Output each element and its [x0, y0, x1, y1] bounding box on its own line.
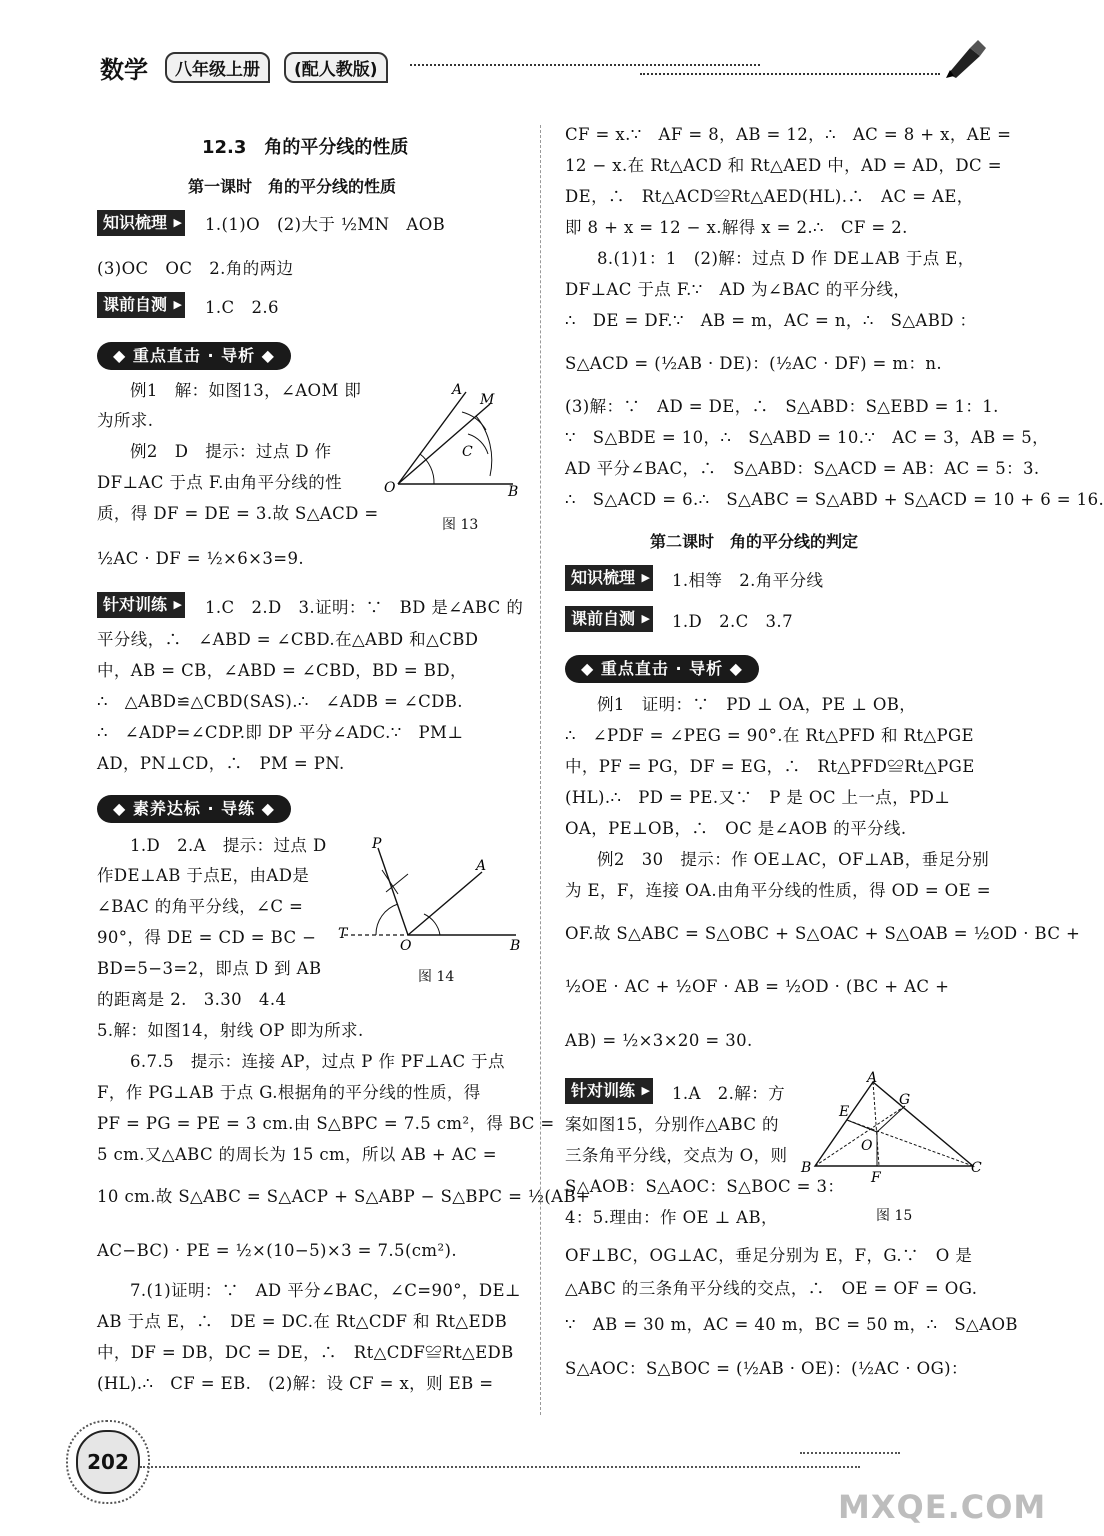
text-line: 1.C 2.D 3.证明：∵ BD 是∠ABC 的: [205, 598, 524, 617]
text-line: 10 cm.故 S△ABC = S△ACP + S△ABP − S△BPC = ½(AB+: [97, 1187, 591, 1206]
text-line: AD 平分∠BAC，∴ S△ABD：S△ACD = AB：AC = 5：3.: [565, 459, 1040, 478]
fig14-label-A: A: [476, 858, 487, 874]
text-line: OA，PE⊥OB，∴ OC 是∠AOB 的平分线.: [565, 819, 907, 838]
fig13-caption: 图 13: [442, 517, 479, 533]
text-line: 的距离是 2. 3.30 4.4: [97, 990, 287, 1009]
fig15-label-E: E: [839, 1104, 850, 1120]
figure-15: [795, 1070, 990, 1190]
text-line: ∵ S△BDE = 10，∴ S△ABD = 10.∵ AC = 3，AB = 5，: [565, 428, 1050, 447]
fig15-label-O: O: [861, 1138, 873, 1154]
grade-label: 八年级上册: [165, 52, 270, 83]
footer-dotted-rule-2: [800, 1452, 900, 1454]
text-line: 即 8 + x = 12 − x.解得 x = 2.∴ CF = 2.: [565, 218, 908, 237]
text-line: AB) = ½×3×20 = 30.: [565, 1031, 753, 1050]
text-line: 12 − x.在 Rt△ACD 和 Rt△AED 中，AD = AD，DC =: [565, 156, 1002, 175]
text-line: AD，PN⊥CD，∴ PM = PN.: [97, 754, 345, 773]
text-line: AB 于点 E，∴ DE = DC.在 Rt△CDF 和 Rt△EDB: [97, 1312, 508, 1331]
text-line: 1.A 2.解：方: [672, 1084, 786, 1103]
lesson-title-2: 第二课时 角的平分线的判定: [650, 532, 859, 551]
text-line: 90°，得 DE = CD = BC −: [97, 928, 317, 947]
text-line: 5.解：如图14，射线 OP 即为所求.: [97, 1021, 364, 1040]
text-line: OF⊥BC，OG⊥AC，垂足分别为 E，F，G.∵ O 是: [565, 1246, 973, 1265]
fig13-label-B: B: [508, 484, 519, 500]
text-line: 三条角平分线，交点为 O，则: [565, 1146, 788, 1165]
page-number: 202: [76, 1430, 140, 1494]
figure-13: [378, 378, 528, 498]
fig15-label-A: A: [867, 1070, 878, 1086]
text-line: S△ACD = (½AB · DE)：(½AC · DF) = m：n.: [565, 354, 943, 373]
text-line: 4：5.理由：作 OE ⊥ AB，: [565, 1208, 778, 1227]
fig13-label-O: O: [384, 480, 396, 496]
fig15-label-B: B: [801, 1160, 812, 1176]
text-line: 作DE⊥AB 于点E，由AD是: [97, 866, 310, 885]
fig14-label-O: O: [400, 938, 412, 954]
text-line: 中，AB = CB，∠ABD = ∠CBD，BD = BD，: [97, 661, 467, 680]
text-line: 1.D 2.A 提示：过点 D: [130, 836, 327, 855]
text-line: 1.D 2.C 3.7: [672, 612, 793, 631]
lesson-title-1: 第一课时 角的平分线的性质: [188, 177, 397, 196]
text-line: 1.(1)O (2)大于 ½MN AOB: [205, 215, 446, 234]
text-line: AC−BC) · PE = ½×(10−5)×3 = 7.5(cm²).: [97, 1241, 457, 1260]
subject-title: 数学: [100, 56, 148, 84]
text-line: CF = x.∵ AF = 8，AB = 12，∴ AC = 8 + x，AE =: [565, 125, 1012, 144]
text-line: 例1 证明：∵ PD ⊥ OA，PE ⊥ OB，: [597, 695, 917, 714]
pill-zhongdian-1: ◆ 重点直击 · 导析 ◆: [97, 342, 291, 370]
text-line: 案如图15，分别作△ABC 的: [565, 1115, 779, 1134]
text-line: (HL).∴ PD = PE.又∵ P 是 OC 上一点，PD⊥: [565, 788, 951, 807]
header-dotted-rule: [410, 64, 760, 66]
text-line: DF⊥AC 于点 F.∵ AD 为∠BAC 的平分线，: [565, 280, 911, 299]
text-line: S△AOC：S△BOC = (½AB · OE)：(½AC · OG)：: [565, 1359, 968, 1378]
text-line: ∴ S△ACD = 6.∴ S△ABC = S△ABD + S△ACD = 10 + 6 = 16.: [565, 490, 1104, 509]
fig15-label-F: F: [871, 1170, 881, 1186]
tag-zhendui-2: 针对训练 ▶: [565, 1078, 653, 1104]
text-line: BD=5−3=2，即点 D 到 AB: [97, 959, 322, 978]
fig14-label-B: B: [510, 938, 521, 954]
tag-zhendui-1: 针对训练 ▶: [97, 592, 185, 618]
figure-14: [336, 834, 526, 954]
tag-zhishi-1: 知识梳理 ▶: [97, 210, 185, 236]
tag-kqzc-2: 课前自测 ▶: [565, 606, 653, 632]
text-line: ½AC · DF = ½×6×3=9.: [97, 549, 305, 568]
watermark: MXQE.COM: [838, 1488, 1047, 1526]
text-line: PF = PG = PE = 3 cm.由 S△BPC = 7.5 cm²，得 BC =: [97, 1114, 555, 1133]
text-line: 8.(1)1：1 (2)解：过点 D 作 DE⊥AB 于点 E，: [597, 249, 975, 268]
text-line: △ABC 的三条角平分线的交点，∴ OE = OF = OG.: [565, 1279, 978, 1298]
fig13-label-A: A: [452, 382, 463, 398]
text-line: ½OE · AC + ½OF · AB = ½OD · (BC + AC +: [565, 977, 950, 996]
text-line: DF⊥AC 于点 F.由角平分线的性: [97, 473, 343, 492]
fig15-caption: 图 15: [876, 1208, 913, 1224]
text-line: ∴ DE = DF.∵ AB = m，AC = n，∴ S△ABD ：: [565, 311, 977, 330]
text-line: ∴ ∠PDF = ∠PEG = 90°.在 Rt△PFD 和 Rt△PGE: [565, 726, 975, 745]
fig14-caption: 图 14: [418, 969, 455, 985]
pill-zhongdian-2: ◆ 重点直击 · 导析 ◆: [565, 655, 759, 683]
fig15-label-C: C: [971, 1160, 982, 1176]
text-line: ∴ △ABD≌△CBD(SAS).∴ ∠ADB = ∠CDB.: [97, 692, 463, 711]
text-line: 平分线，∴ ∠ABD = ∠CBD.在△ABD 和△CBD: [97, 630, 479, 649]
text-line: DE，∴ Rt△ACD≌Rt△AED(HL).∴ AC = AE，: [565, 187, 974, 206]
text-line: F，作 PG⊥AB 于点 G.根据角的平分线的性质，得: [97, 1083, 481, 1102]
tag-kqzc-1: 课前自测 ▶: [97, 292, 185, 318]
text-line: ∴ ∠ADP=∠CDP.即 DP 平分∠ADC.∵ PM⊥: [97, 723, 464, 742]
text-line: 例1 解：如图13，∠AOM 即: [130, 381, 362, 400]
text-line: 中，PF = PG，DF = EG，∴ Rt△PFD≌Rt△PGE: [565, 757, 975, 776]
footer-dotted-rule: [140, 1466, 860, 1468]
fig14-label-T: T: [338, 926, 348, 942]
text-line: 1.C 2.6: [205, 298, 279, 317]
pen-icon: [940, 36, 988, 80]
fig13-label-C: C: [462, 444, 473, 460]
fig14-label-P: P: [372, 836, 382, 852]
text-line: (3)解：∵ AD = DE，∴ S△ABD：S△EBD = 1：1.: [565, 397, 999, 416]
text-line: ∵ AB = 30 m，AC = 40 m，BC = 50 m，∴ S△AOB: [565, 1315, 1018, 1334]
text-line: OF.故 S△ABC = S△OBC + S△OAC + S△OAB = ½OD · BC +: [565, 924, 1081, 943]
column-divider: [540, 125, 541, 1415]
text-line: 质，得 DF = DE = 3.故 S△ACD =: [97, 504, 379, 523]
text-line: S△AOB：S△AOC：S△BOC = 3：: [565, 1177, 845, 1196]
text-line: (HL).∴ CF = EB. (2)解：设 CF = x，则 EB =: [97, 1374, 494, 1393]
text-line: 例2 D 提示：过点 D 作: [130, 442, 332, 461]
text-line: 为所求.: [97, 411, 154, 430]
text-line: 7.(1)证明：∵ AD 平分∠BAC，∠C=90°，DE⊥: [130, 1281, 521, 1300]
header-dotted-rule-2: [640, 73, 940, 75]
pill-suyang: ◆ 素养达标 · 导练 ◆: [97, 795, 291, 823]
fig13-label-M: M: [480, 392, 495, 408]
text-line: 5 cm.又△ABC 的周长为 15 cm，所以 AB + AC =: [97, 1145, 497, 1164]
text-line: (3)OC OC 2.角的两边: [97, 259, 294, 278]
text-line: 中，DF = DB，DC = DE，∴ Rt△CDF≌Rt△EDB: [97, 1343, 514, 1362]
section-title: 12.3 角的平分线的性质: [202, 137, 409, 158]
text-line: 例2 30 提示：作 OE⊥AC，OF⊥AB，垂足分别: [597, 850, 990, 869]
fig15-label-G: G: [899, 1092, 911, 1108]
text-line: 为 E，F，连接 OA.由角平分线的性质，得 OD = OE =: [565, 881, 991, 900]
text-line: ∠BAC 的角平分线，∠C =: [97, 897, 304, 916]
tag-zhishi-2: 知识梳理 ▶: [565, 565, 653, 591]
text-line: 1.相等 2.角平分线: [672, 571, 824, 590]
text-line: 6.7.5 提示：连接 AP，过点 P 作 PF⊥AC 于点: [130, 1052, 505, 1071]
edition-label: (配人教版): [284, 52, 388, 83]
